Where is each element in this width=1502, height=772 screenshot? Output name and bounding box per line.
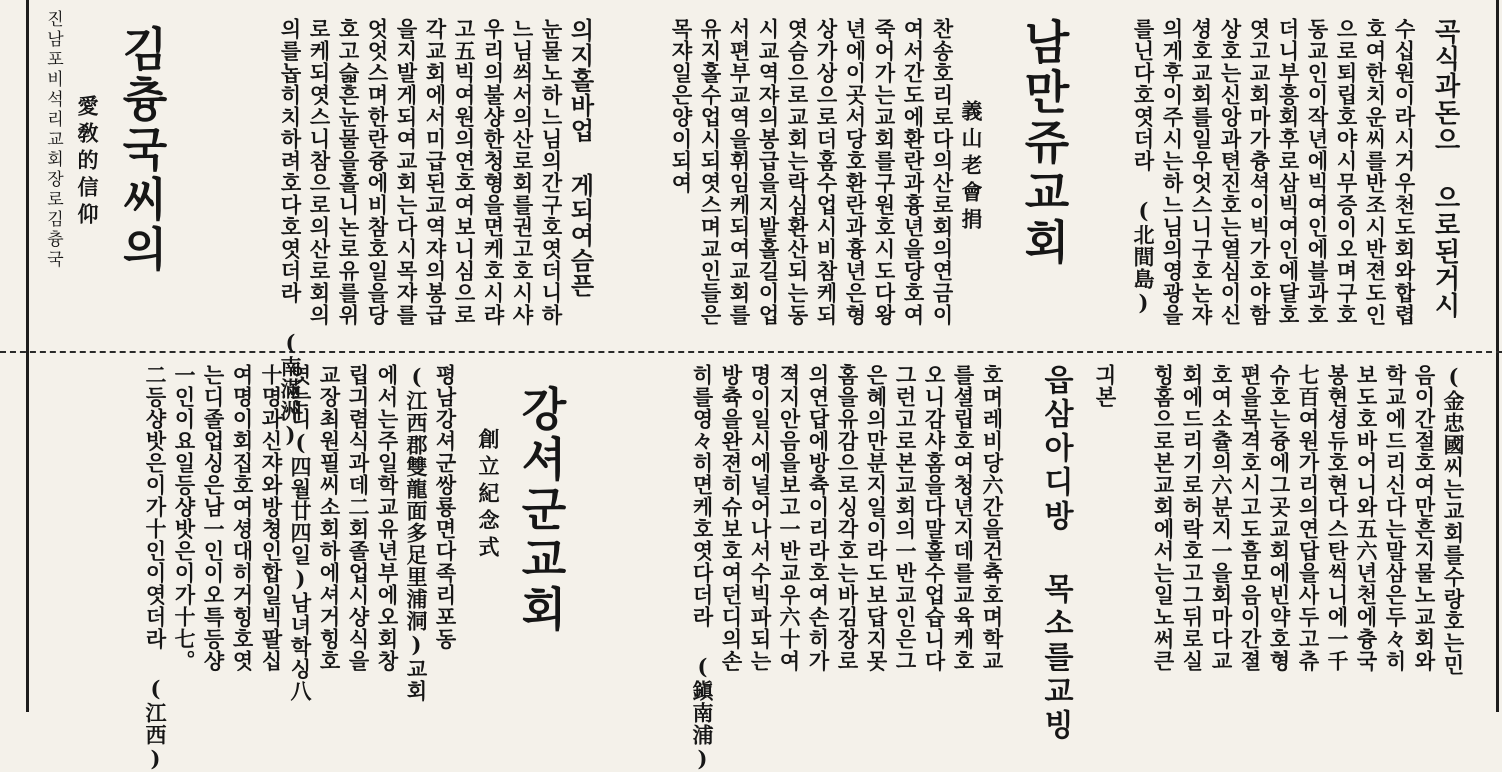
byline: 創立紀念式 <box>476 428 501 563</box>
byline: 愛敎的信仰 <box>75 95 100 230</box>
text-line: 여명이회집호여셩대히거힝호엿 <box>230 364 255 672</box>
text-line: 를셜립호여청년지데를교육케호 <box>951 364 976 672</box>
text-line: 상가상으로더홈수업시비참케되 <box>814 18 839 326</box>
text-line: 눈물노하느님의간구호엿더니하 <box>539 18 564 326</box>
text-line: 우리의불샹한청형을면케호시랴 <box>481 18 506 326</box>
text-line: 엇엇스며한란즁에비참호일을당 <box>365 18 390 326</box>
text-line: 로케되엿스니참으로의산로회의 <box>307 18 332 326</box>
text-line: 젹지안음을보고一반교우六十여 <box>777 364 802 672</box>
text-line: 호고슯흔눈물을흘니논로유를위 <box>336 18 361 326</box>
text-line: 의연답에방츅이리라호여손히가 <box>806 364 831 672</box>
text-line: 의게후이주시는하느님의영광을 <box>1160 18 1185 326</box>
text-line: 유지홀수업시되엿스며교인들은 <box>698 18 723 326</box>
text-line: 죽어가는교회를구원호시도다왕 <box>872 18 897 326</box>
text-line: 엿는디(四월廿四일)남녀학싱八 <box>288 364 313 702</box>
text-line: 년에이곳서당호환란과흉년은형 <box>843 18 868 326</box>
text-line: 는디졸업싱은남一인이오특등샹 <box>201 364 226 672</box>
text-line: 방츅을완젼히슈보호여던디의손 <box>719 364 744 672</box>
text-line: 의를놉히치하려호다호엿더라 (南滿洲) <box>278 18 303 448</box>
text-line: 명이일시에널어나서수빅파되는 <box>748 364 773 672</box>
text-line: 二등샹밧은이가十인이엿더라 (江西) <box>143 364 168 772</box>
text-line: 진남포비석리교회장로김츙국 <box>43 10 63 270</box>
text-line: 호여소츌의六분지一을회마다교 <box>1209 364 1234 672</box>
text-line: 여서간도에환란과흉년을당호여 <box>901 18 926 326</box>
text-line: 七百여원가리의연답을사두고츄 <box>1296 364 1321 672</box>
text-line: 고五빅여원의연호여보니심으로 <box>452 18 477 326</box>
headline: 남만쥬교회 <box>1017 18 1071 268</box>
text-line: 엿고교회마가츙셕이빅가호야함 <box>1247 18 1272 326</box>
text-line: 호며레비당六간을건츅호며학교 <box>980 364 1005 672</box>
text-line: 시교역쟈의봉급을지발홀길이업 <box>756 18 781 326</box>
text-line: 찬송호리로다의산로회의연금이 <box>930 18 955 326</box>
text-line: 슈호는즁에그곳교회에빈약호형 <box>1267 364 1292 672</box>
text-line: 각교회에서미급된교역쟈의봉급 <box>423 18 448 326</box>
text-line: 힝홈으로본교회에서는일노써큰 <box>1151 364 1176 672</box>
text-line: 에서는주일학교유년부에오회창 <box>375 364 400 672</box>
text-line: 평남강셔군쌍룡면다족리포동 <box>433 364 458 650</box>
text-line: 수십원이라시거우천도회와합렵 <box>1392 18 1417 326</box>
text-line: (江西郡雙龍面多足里浦洞)교회 <box>404 364 429 702</box>
text-line: 셩호교회를일우엇스니구호논쟈 <box>1189 18 1214 326</box>
text-line: 홈을유감으로싱각호는바김장로 <box>835 364 860 672</box>
headline: 읍삼아디방 목소를교빙 <box>1038 364 1073 743</box>
text-line: 립긔렴식과데二회졸업시샹식을 <box>346 364 371 672</box>
text-line: 상호는신앙과텬진호는열심이신 <box>1218 18 1243 326</box>
text-line: 을지발게되여교회는다시목쟈를 <box>394 18 419 326</box>
text-line: 으로퇴립호야시무증이오며구호 <box>1334 18 1359 326</box>
text-line: 음이간절호여만흔지물노교회와 <box>1412 364 1437 672</box>
headline: 강셔군교회 <box>514 385 568 635</box>
right-border <box>1496 0 1499 712</box>
text-line: 곡식과돈으 으로된거시 <box>1430 18 1460 319</box>
text-line: 느님씌서의산로회를권고호시샤 <box>510 18 535 326</box>
text-line: 편을목격호시고도흠모음이간졀 <box>1238 364 1263 672</box>
text-line: 회에드리기로허락호고그뒤로실 <box>1180 364 1205 672</box>
text-line: 히를영々히면케호엿다더라 (鎭南浦) <box>690 364 715 772</box>
text-line: 를닌다호엿더라 (北間島) <box>1131 18 1156 316</box>
text-line: 봉현셩듀호현다스탄씩니에一千 <box>1325 364 1350 672</box>
text-line: 서편부교역을휘임케되여교회를 <box>727 18 752 326</box>
section-divider <box>0 351 1502 353</box>
headline: 김츙국씨의 <box>115 25 169 275</box>
text-line: 은혜의만분지일이라도보답지못 <box>864 364 889 672</box>
text-line: 더니부흥회후로삼빅여인에달호 <box>1276 18 1301 326</box>
text-line: 교장최원필씨소회하에셔거힝호 <box>317 364 342 672</box>
left-border <box>26 0 29 712</box>
text-line: 十명과신쟈와방쳥인합일빅팔십 <box>259 364 284 672</box>
text-line: 엿슴으로교회는락심환산되는동 <box>785 18 810 326</box>
text-line: 긔본 <box>1093 364 1118 408</box>
text-line: 목쟈일은양이되여 <box>669 18 694 194</box>
byline: 義山老會捐 <box>959 100 984 235</box>
text-line: (金忠國씨는교회를수랑호는민 <box>1441 364 1466 676</box>
text-line: 오니감샤홈을다말홀수업습니다 <box>922 364 947 672</box>
text-line: 보도호바어니와五六년천에츙국 <box>1354 364 1379 672</box>
text-line: 호여한치운씨를반조시반젼도인 <box>1363 18 1388 326</box>
text-line: 의지홀바업 게되여슴픈 <box>566 18 595 298</box>
text-line: 一인이요일등샹밧은이가十七。 <box>172 364 197 672</box>
text-line: 학교에드리신다는말삼은두々히 <box>1383 364 1408 672</box>
text-line: 그런고로본교회의一반교인은그 <box>893 364 918 672</box>
text-line: 동교인이작년에빅여인에블과호 <box>1305 18 1330 326</box>
